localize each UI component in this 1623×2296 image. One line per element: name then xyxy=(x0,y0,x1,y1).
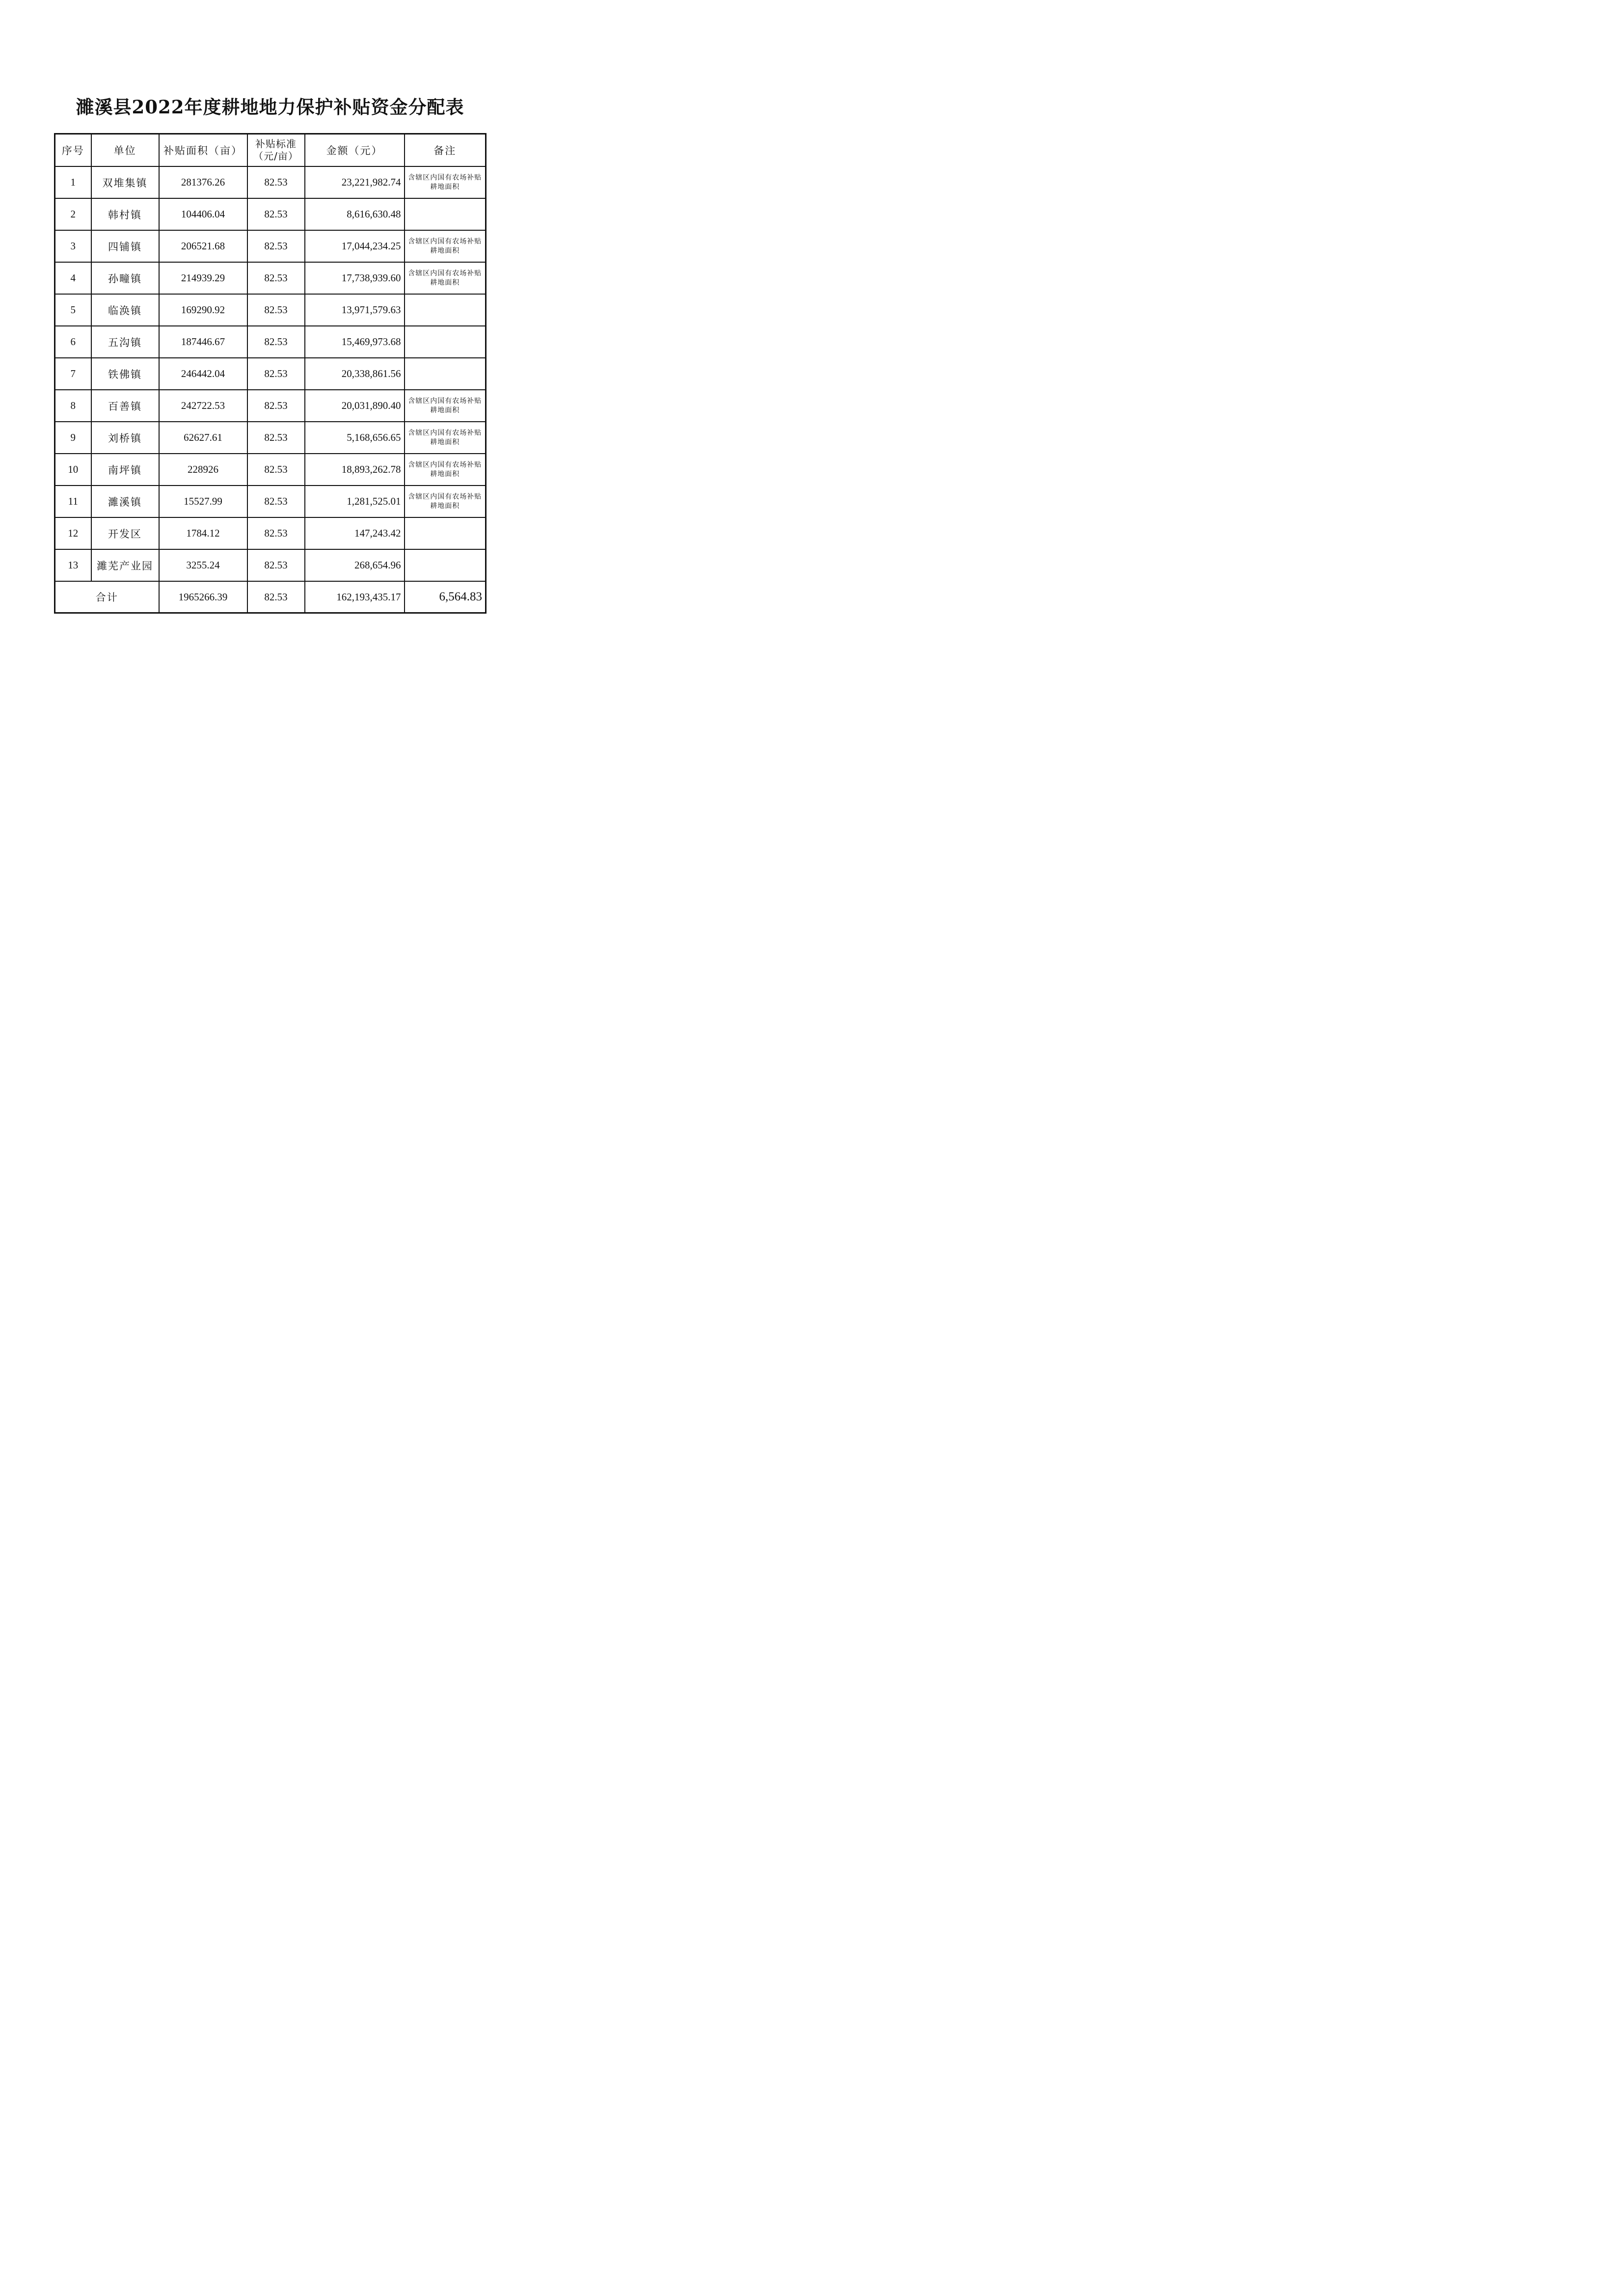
table-row xyxy=(55,454,486,486)
cell-remark xyxy=(405,549,486,581)
table-header-row xyxy=(55,134,486,167)
table-row xyxy=(55,230,486,262)
total-area: 1965266.39 xyxy=(159,581,247,613)
cell-amount: 5,168,656.65 xyxy=(305,422,405,454)
cell-unit: 孙疃镇 xyxy=(91,262,159,294)
cell-amount: 8,616,630.48 xyxy=(305,198,405,230)
header-amount: 金额（元） xyxy=(305,134,405,167)
cell-area: 187446.67 xyxy=(159,326,247,358)
cell-remark xyxy=(405,454,486,486)
cell-area: 169290.92 xyxy=(159,294,247,326)
header-remark: 备注 xyxy=(405,134,486,167)
table-row xyxy=(55,358,486,390)
cell-remark xyxy=(405,517,486,549)
cell-unit: 韩村镇 xyxy=(91,198,159,230)
cell-unit: 开发区 xyxy=(91,517,159,549)
cell-area: 15527.99 xyxy=(159,486,247,517)
cell-remark xyxy=(405,198,486,230)
cell-index: 11 xyxy=(55,486,91,517)
remark-text: 含辖区内国有农场补贴耕地面积 xyxy=(408,397,482,414)
table-body xyxy=(55,166,486,581)
cell-index: 3 xyxy=(55,230,91,262)
cell-area: 1784.12 xyxy=(159,517,247,549)
cell-amount: 20,338,861.56 xyxy=(305,358,405,390)
cell-unit: 南坪镇 xyxy=(91,454,159,486)
cell-standard: 82.53 xyxy=(247,390,305,422)
table-row xyxy=(55,166,486,198)
cell-index: 12 xyxy=(55,517,91,549)
table-row xyxy=(55,549,486,581)
remark-text: 含辖区内国有农场补贴耕地面积 xyxy=(408,492,482,510)
cell-standard: 82.53 xyxy=(247,294,305,326)
cell-index: 9 xyxy=(55,422,91,454)
cell-standard: 82.53 xyxy=(247,262,305,294)
cell-index: 13 xyxy=(55,549,91,581)
total-label: 合计 xyxy=(55,581,159,613)
cell-amount: 268,654.96 xyxy=(305,549,405,581)
header-standard xyxy=(247,134,305,167)
table-row xyxy=(55,198,486,230)
cell-remark xyxy=(405,230,486,262)
cell-remark xyxy=(405,326,486,358)
total-standard: 82.53 xyxy=(247,581,305,613)
cell-amount: 20,031,890.40 xyxy=(305,390,405,422)
cell-unit: 四铺镇 xyxy=(91,230,159,262)
cell-index: 1 xyxy=(55,166,91,198)
total-extra-value: 6,564.83 xyxy=(405,581,486,613)
cell-amount: 17,044,234.25 xyxy=(305,230,405,262)
cell-index: 4 xyxy=(55,262,91,294)
cell-standard: 82.53 xyxy=(247,358,305,390)
cell-standard: 82.53 xyxy=(247,166,305,198)
remark-text: 含辖区内国有农场补贴耕地面积 xyxy=(408,460,482,478)
document-title: 濉溪县2022年度耕地地力保护补贴资金分配表 xyxy=(76,96,464,118)
cell-remark xyxy=(405,294,486,326)
cell-index: 6 xyxy=(55,326,91,358)
header-standard-line1: 补贴标准 xyxy=(255,138,297,150)
cell-standard: 82.53 xyxy=(247,486,305,517)
cell-amount: 17,738,939.60 xyxy=(305,262,405,294)
cell-area: 104406.04 xyxy=(159,198,247,230)
cell-standard: 82.53 xyxy=(247,326,305,358)
table-row xyxy=(55,517,486,549)
cell-unit: 濉芜产业园 xyxy=(91,549,159,581)
cell-amount: 23,221,982.74 xyxy=(305,166,405,198)
cell-area: 62627.61 xyxy=(159,422,247,454)
cell-area: 206521.68 xyxy=(159,230,247,262)
cell-area: 281376.26 xyxy=(159,166,247,198)
remark-text: 含辖区内国有农场补贴耕地面积 xyxy=(408,173,482,191)
cell-index: 8 xyxy=(55,390,91,422)
cell-remark xyxy=(405,262,486,294)
header-index: 序号 xyxy=(55,134,91,167)
cell-standard: 82.53 xyxy=(247,454,305,486)
table-row xyxy=(55,262,486,294)
table-row xyxy=(55,294,486,326)
cell-amount: 147,243.42 xyxy=(305,517,405,549)
table-row xyxy=(55,422,486,454)
total-row xyxy=(55,581,486,613)
remark-text: 含辖区内国有农场补贴耕地面积 xyxy=(408,237,482,255)
cell-amount: 15,469,973.68 xyxy=(305,326,405,358)
header-area: 补贴面积（亩） xyxy=(159,134,247,167)
cell-index: 10 xyxy=(55,454,91,486)
cell-area: 246442.04 xyxy=(159,358,247,390)
remark-text: 含辖区内国有农场补贴耕地面积 xyxy=(408,269,482,287)
cell-amount: 1,281,525.01 xyxy=(305,486,405,517)
cell-amount: 18,893,262.78 xyxy=(305,454,405,486)
cell-unit: 临涣镇 xyxy=(91,294,159,326)
cell-area: 242722.53 xyxy=(159,390,247,422)
cell-area: 3255.24 xyxy=(159,549,247,581)
cell-standard: 82.53 xyxy=(247,230,305,262)
table-row xyxy=(55,390,486,422)
cell-unit: 五沟镇 xyxy=(91,326,159,358)
cell-amount: 13,971,579.63 xyxy=(305,294,405,326)
cell-index: 7 xyxy=(55,358,91,390)
cell-standard: 82.53 xyxy=(247,517,305,549)
cell-unit: 双堆集镇 xyxy=(91,166,159,198)
header-unit: 单位 xyxy=(91,134,159,167)
cell-index: 5 xyxy=(55,294,91,326)
cell-unit: 铁佛镇 xyxy=(91,358,159,390)
table-row xyxy=(55,486,486,517)
cell-standard: 82.53 xyxy=(247,422,305,454)
cell-area: 214939.29 xyxy=(159,262,247,294)
subsidy-allocation-table xyxy=(54,133,487,614)
cell-remark xyxy=(405,422,486,454)
remark-text: 含辖区内国有农场补贴耕地面积 xyxy=(408,429,482,446)
cell-unit: 刘桥镇 xyxy=(91,422,159,454)
cell-remark xyxy=(405,166,486,198)
table-row xyxy=(55,326,486,358)
header-standard-line2: （元/亩） xyxy=(253,150,298,162)
cell-index: 2 xyxy=(55,198,91,230)
cell-area: 228926 xyxy=(159,454,247,486)
cell-remark xyxy=(405,486,486,517)
cell-remark xyxy=(405,390,486,422)
total-amount: 162,193,435.17 xyxy=(305,581,405,613)
cell-standard: 82.53 xyxy=(247,198,305,230)
cell-unit: 濉溪镇 xyxy=(91,486,159,517)
cell-unit: 百善镇 xyxy=(91,390,159,422)
cell-standard: 82.53 xyxy=(247,549,305,581)
cell-remark xyxy=(405,358,486,390)
